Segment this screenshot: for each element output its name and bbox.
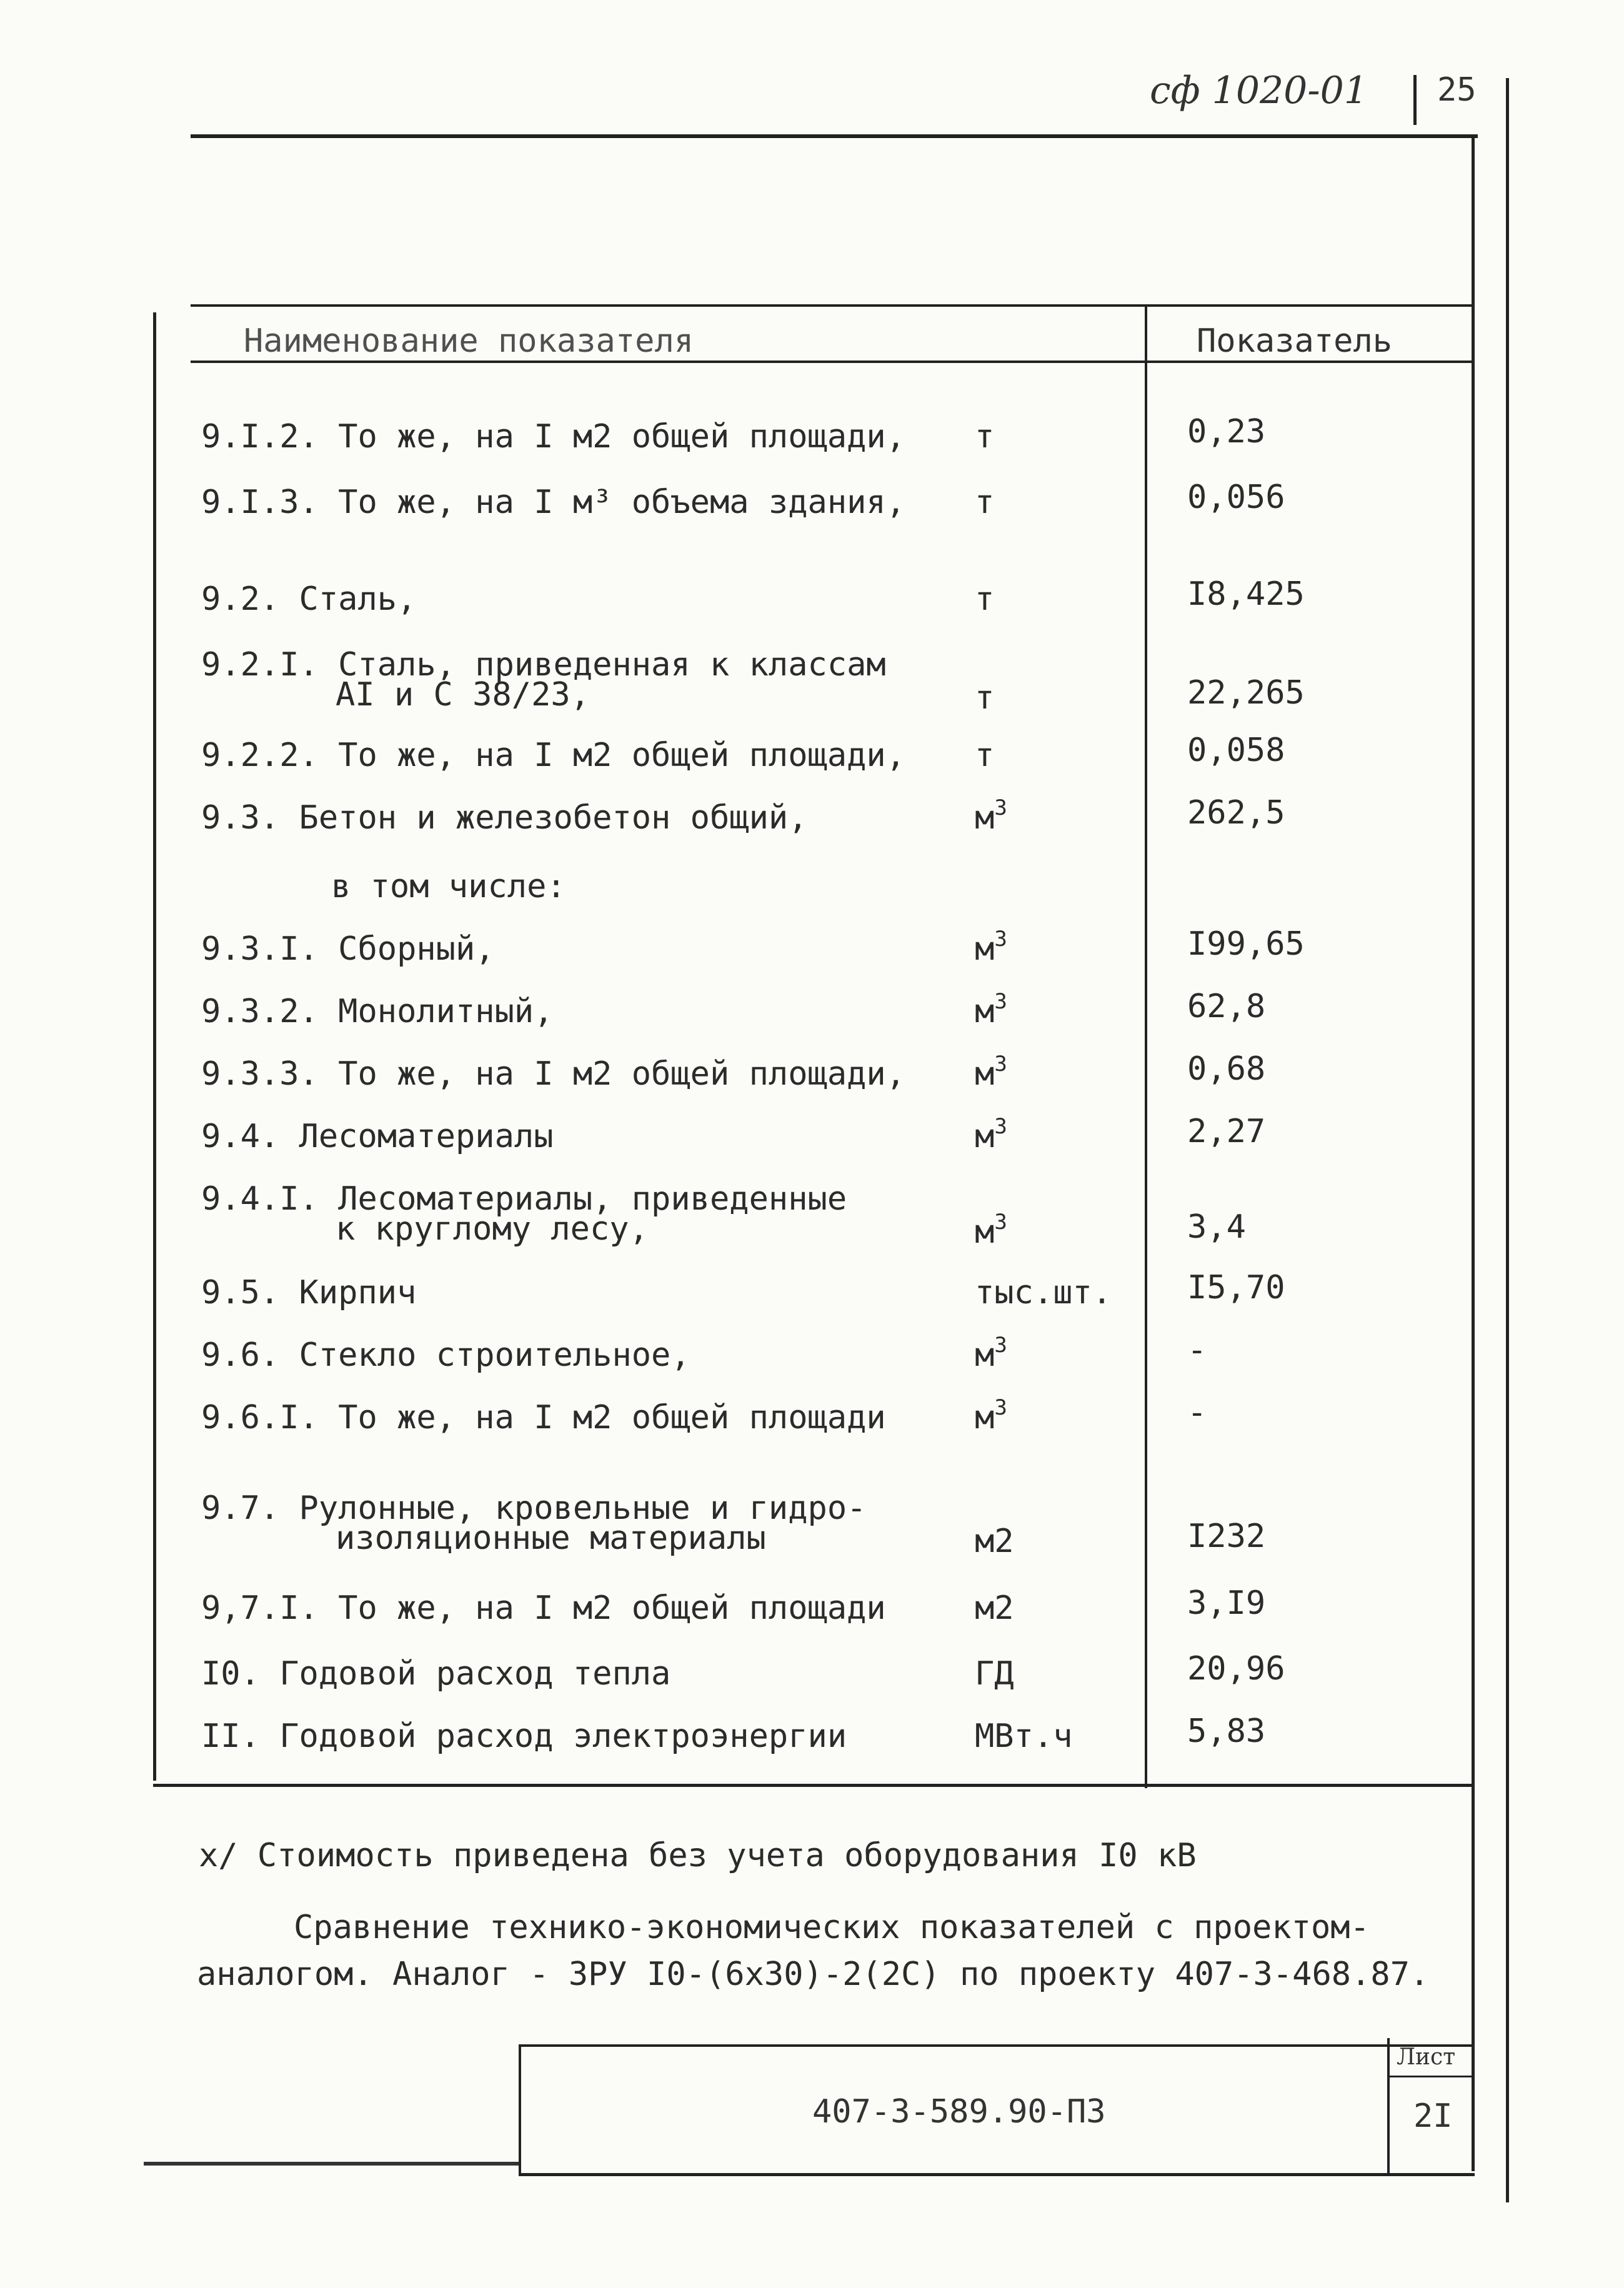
row-value: 262,5 xyxy=(1187,794,1285,832)
row-unit xyxy=(975,1523,1014,1559)
row-unit-superscript: 3 xyxy=(994,989,1007,1014)
row-unit xyxy=(975,1275,1112,1311)
row-value: I99,65 xyxy=(1187,925,1305,963)
row-name-line: 9.3.3. То же, на I м2 общей площади, xyxy=(201,1055,906,1093)
row-name xyxy=(201,800,808,836)
row-name xyxy=(331,868,566,905)
row-unit-text: м xyxy=(975,799,995,837)
row-unit xyxy=(975,927,1007,968)
table-bottom-rule xyxy=(153,1784,1472,1787)
row-name-line: в том числе: xyxy=(331,868,566,905)
frame-left-edge xyxy=(153,312,156,1781)
row-name xyxy=(201,484,905,520)
paragraph-line-1: Сравнение технико-экономических показателей с проектом- xyxy=(294,1909,1370,1946)
row-value: 2,27 xyxy=(1187,1113,1266,1150)
row-name xyxy=(201,1400,886,1436)
row-value: I5,70 xyxy=(1187,1269,1285,1306)
sheet-label: Лист xyxy=(1397,2044,1456,2070)
header-name-column: Наименование показателя xyxy=(244,322,694,360)
row-name xyxy=(201,1718,847,1754)
row-value: 20,96 xyxy=(1187,1650,1285,1688)
row-name xyxy=(201,419,905,455)
row-name-line: 9.2.2. То же, на I м2 общей площади, xyxy=(201,737,906,774)
row-unit-text: МВт.ч xyxy=(975,1718,1073,1755)
row-unit-superscript: 3 xyxy=(994,1114,1007,1139)
row-name-line: 9.4.I. Лесоматериалы, приведенные xyxy=(201,1180,847,1218)
value-column-divider xyxy=(1145,304,1147,1788)
row-unit xyxy=(975,1395,1007,1436)
row-name-line: 9,7.I. То же, на I м2 общей площади xyxy=(201,1589,886,1627)
row-name-line: 9.6.I. То же, на I м2 общей площади xyxy=(201,1399,886,1436)
row-unit xyxy=(975,680,994,716)
row-name-line: II. Годовой расход электроэнергии xyxy=(201,1718,847,1755)
bottom-left-stub xyxy=(144,2162,519,2166)
row-name-line: 9.6. Стекло строительное, xyxy=(201,1336,690,1374)
row-name xyxy=(201,646,886,714)
row-unit xyxy=(975,795,1007,837)
row-unit xyxy=(975,581,994,617)
row-unit xyxy=(975,1052,1007,1093)
row-unit-text: т xyxy=(975,679,995,717)
row-name xyxy=(201,1590,886,1626)
row-unit xyxy=(975,1718,1073,1754)
row-unit-superscript: 3 xyxy=(994,1333,1007,1358)
row-value: 5,83 xyxy=(1187,1713,1266,1750)
title-block-top xyxy=(519,2044,1475,2047)
row-unit-text: т xyxy=(975,737,995,774)
header-bottom-rule xyxy=(191,361,1475,363)
row-name xyxy=(201,993,554,1030)
row-name-continuation: изоляционные материалы xyxy=(336,1520,766,1557)
row-unit-text: т xyxy=(975,580,995,618)
title-block-left xyxy=(519,2044,521,2176)
row-name xyxy=(201,737,905,773)
row-name xyxy=(201,1656,670,1692)
row-unit xyxy=(975,1210,1007,1251)
row-unit-text: т xyxy=(975,418,995,455)
row-unit-superscript: 3 xyxy=(994,1210,1007,1235)
row-unit xyxy=(975,1114,1007,1155)
title-block-bottom xyxy=(519,2173,1475,2176)
frame-right-edge xyxy=(1472,134,1475,2171)
document-code: 407-3-589.90-ПЗ xyxy=(812,2093,1106,2131)
row-name-line: 9.5. Кирпич xyxy=(201,1274,417,1311)
row-name-continuation: к круглому лесу, xyxy=(336,1210,649,1248)
paragraph-line-2: аналогом. Аналог - ЗРУ I0-(6х30)-2(2С) по проекту 407-3-468.87. xyxy=(197,1956,1430,1993)
row-unit xyxy=(975,484,994,520)
sheet-label-rule xyxy=(1387,2076,1475,2077)
row-value: 0,23 xyxy=(1187,413,1266,450)
row-name xyxy=(201,581,416,617)
row-unit-text: м2 xyxy=(975,1523,1014,1560)
top-frame-line xyxy=(191,134,1478,138)
row-name xyxy=(201,1056,905,1092)
row-unit xyxy=(975,1590,1014,1626)
handwritten-code: сф 1020-01 xyxy=(1150,69,1368,112)
row-name-line: 9.2.I. Сталь, приведенная к классам xyxy=(201,646,886,684)
row-unit xyxy=(975,1333,1007,1374)
row-unit-text: ГД xyxy=(975,1655,1014,1693)
right-margin-top-line xyxy=(1506,78,1509,2202)
row-unit xyxy=(975,419,994,455)
corner-divider xyxy=(1413,75,1417,125)
row-value: 3,4 xyxy=(1187,1208,1246,1246)
footnote: х/ Стоимость приведена без учета оборудования I0 кВ xyxy=(199,1837,1197,1874)
row-unit-superscript: 3 xyxy=(994,927,1007,952)
row-unit xyxy=(975,989,1007,1030)
row-name xyxy=(201,1180,847,1248)
row-name xyxy=(201,1490,867,1557)
row-value: 3,I9 xyxy=(1187,1584,1266,1622)
row-name-line: 9.3.I. Сборный, xyxy=(201,930,495,968)
row-value: - xyxy=(1187,1394,1207,1431)
row-name-line: 9.I.2. То же, на I м2 общей площади, xyxy=(201,418,906,455)
row-unit-superscript: 3 xyxy=(994,795,1007,820)
sheet-number: 2I xyxy=(1413,2097,1453,2135)
row-value: 22,265 xyxy=(1187,674,1305,712)
row-value: 0,056 xyxy=(1187,479,1285,516)
row-name xyxy=(201,1118,554,1155)
row-name-line: 9.I.3. То же, на I м³ объема здания, xyxy=(201,484,906,521)
row-value: - xyxy=(1187,1331,1207,1369)
table-top-rule xyxy=(191,304,1475,307)
row-unit-text: м xyxy=(975,930,995,968)
row-name-continuation: AI и С 38/23, xyxy=(336,676,590,714)
row-unit xyxy=(975,737,994,773)
title-block-sheet-divider xyxy=(1387,2038,1390,2176)
row-name xyxy=(201,1337,690,1373)
row-unit-text: м2 xyxy=(975,1589,1014,1627)
row-unit-text: т xyxy=(975,484,995,521)
row-unit-text: м xyxy=(975,993,995,1030)
row-name-line: 9.3.2. Монолитный, xyxy=(201,993,554,1030)
row-unit-text: м xyxy=(975,1118,995,1155)
row-value: I8,425 xyxy=(1187,575,1305,613)
row-unit-text: м xyxy=(975,1055,995,1093)
row-unit-text: м xyxy=(975,1336,995,1374)
row-unit-superscript: 3 xyxy=(994,1052,1007,1077)
row-value: 0,68 xyxy=(1187,1050,1266,1088)
row-name-line: 9.3. Бетон и железобетон общий, xyxy=(201,799,808,837)
row-value: 0,058 xyxy=(1187,732,1285,769)
row-name-line: 9.4. Лесоматериалы xyxy=(201,1118,554,1155)
row-unit-text: тыс.шт. xyxy=(975,1274,1112,1311)
row-name xyxy=(201,1275,416,1311)
row-name-line: 9.2. Сталь, xyxy=(201,580,417,618)
row-unit xyxy=(975,1656,1014,1692)
row-value: 62,8 xyxy=(1187,988,1266,1025)
header-value-column: Показатель xyxy=(1197,322,1393,360)
row-name-line: I0. Годовой расход тепла xyxy=(201,1655,671,1693)
page-number: 25 xyxy=(1437,71,1477,109)
row-name-line: 9.7. Рулонные, кровельные и гидро- xyxy=(201,1490,867,1527)
row-value: I232 xyxy=(1187,1518,1266,1555)
row-name xyxy=(201,931,495,967)
row-unit-superscript: 3 xyxy=(994,1395,1007,1420)
row-unit-text: м xyxy=(975,1213,995,1251)
row-unit-text: м xyxy=(975,1399,995,1436)
